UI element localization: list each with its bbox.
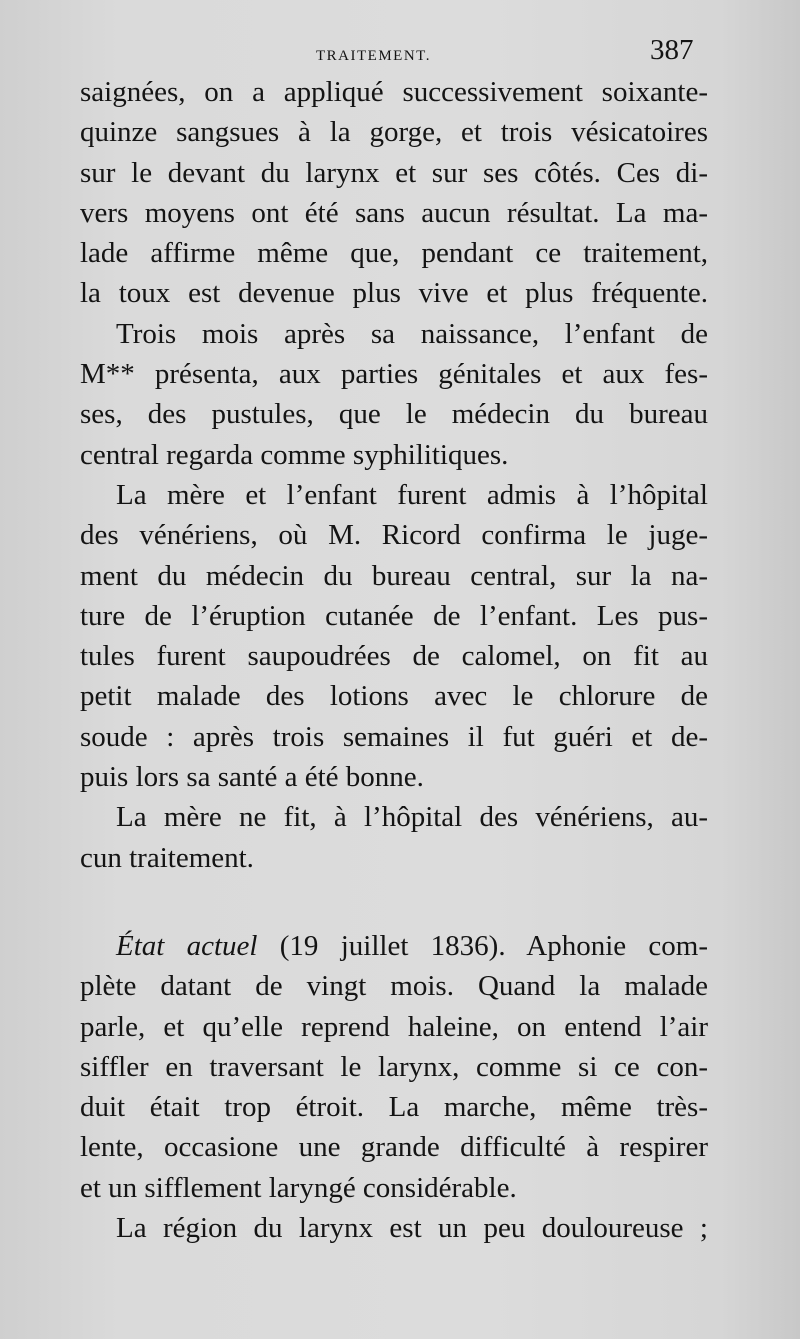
text-line: cun traitement. — [80, 841, 254, 874]
text-line: ses, des pustules, que le médecin du bureau — [80, 398, 708, 431]
paragraph-4 — [80, 797, 708, 878]
text-line: M** présenta, aux parties génitales et aux fes- — [80, 358, 708, 391]
text-line: sur le devant du larynx et sur ses côtés. Ces di- — [80, 156, 708, 189]
text-run: (19 juillet 1836). Aphonie com- — [257, 929, 708, 962]
text-line: La région du larynx est un peu douloureuse ; — [116, 1212, 708, 1245]
text-line: lade affirme même que, pendant ce traitement, — [80, 237, 708, 270]
text-line: ment du médecin du bureau central, sur la na- — [80, 559, 708, 592]
text-line: soude : après trois semaines il fut guéri et de- — [80, 720, 708, 753]
text-line: vers moyens ont été sans aucun résultat. La ma- — [80, 196, 708, 229]
text-line: puis lors sa santé a été bonne. — [80, 761, 424, 794]
text-line: La mère et l’enfant furent admis à l’hôpital — [116, 478, 708, 511]
text-line: la toux est devenue plus vive et plus fréquente. — [80, 277, 708, 310]
paragraph-2 — [80, 314, 708, 475]
page-number: 387 — [650, 34, 694, 66]
text-line: saignées, on a appliqué successivement soixante- — [80, 76, 708, 108]
text-line: tules furent saupoudrées de calomel, on fit au — [80, 640, 708, 673]
body-text — [80, 72, 708, 1248]
paragraph-6 — [80, 1208, 708, 1248]
text-line: ture de l’éruption cutanée de l’enfant. Les pus- — [80, 599, 708, 632]
paragraph-1 — [80, 72, 708, 314]
text-line: parle, et qu’elle reprend haleine, on entend l’air — [80, 1010, 708, 1043]
text-line: des vénériens, où M. Ricord confirma le juge- — [80, 519, 708, 552]
text-line — [80, 926, 708, 966]
section-gap — [80, 878, 708, 926]
running-head: TRAITEMENT. — [316, 48, 431, 64]
text-line: siffler en traversant le larynx, comme si ce con- — [80, 1050, 708, 1083]
text-line: et un sifflement laryngé considérable. — [80, 1171, 517, 1204]
text-line: duit était trop étroit. La marche, même très- — [80, 1091, 708, 1124]
italic-lead: État actuel — [116, 929, 258, 962]
text-line: central regarda comme syphilitiques. — [80, 438, 509, 471]
text-line: petit malade des lotions avec le chlorure de — [80, 680, 708, 713]
text-line: La mère ne fit, à l’hôpital des vénériens, au- — [116, 801, 708, 834]
text-line: Trois mois après sa naissance, l’enfant de — [116, 317, 708, 350]
paragraph-5 — [80, 926, 708, 1208]
text-line: lente, occasione une grande difficulté à respirer — [80, 1131, 708, 1164]
text-line: plète datant de vingt mois. Quand la malade — [80, 970, 708, 1003]
text-line: quinze sangsues à la gorge, et trois vésicatoires — [80, 116, 708, 149]
paragraph-3 — [80, 475, 708, 797]
